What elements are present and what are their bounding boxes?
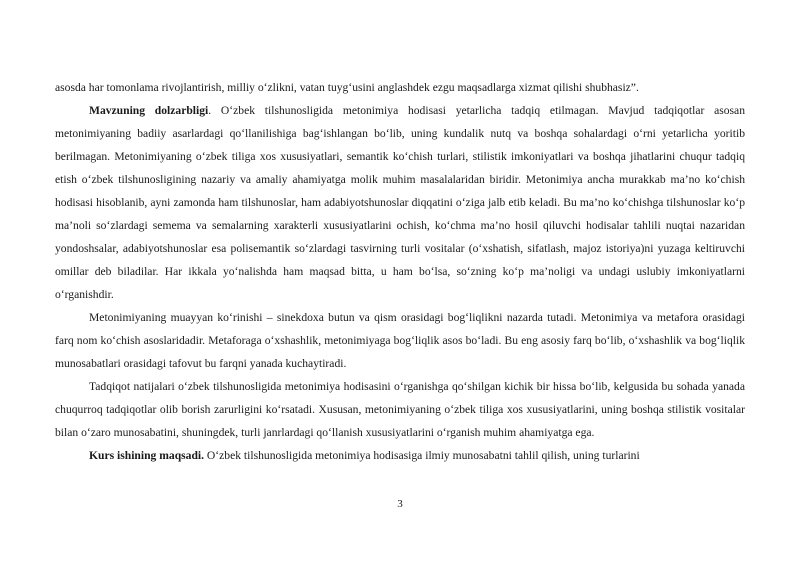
section-heading-goal: Kurs ishining maqsadi. <box>89 449 205 462</box>
section-heading-relevance: Mavzuning dolzarbligi <box>89 104 209 117</box>
paragraph-text: . O‘zbek tilshunosligida metonimiya hodisasi yetarlicha tadqiq etilmagan. Mavjud tadqiqotlar asosan metonimiyaning badiiy asarlardagi qo‘llanilishiga bag‘ishlangan bo‘lib, uning kundalik nutq va boshqa sohalardagi o‘rni yetarlicha yoritib berilmagan. Metonimiyaning o‘zbek tiliga xos xususiyatlari, semantik ko‘chish turlari, stilistik imkoniyatlari va boshqa jihatlarini chuqur tadqiq etish o‘zbek tilshunosligining nazariy va amaliy ahamiyatga molik muhim masalalaridan biridir. Metonimiya ancha murakkab ma’no ko‘chish hodisasi hisoblanib, ayni zamonda ham tilshunoslar, ham adabiyotshunoslar diqqatini o‘ziga jalb etib keladi. Bu ma’no ko‘chishga tilshunoslar ko‘p ma’noli so‘zlardagi semema va semalarning xarakterli xususiyatlarini ochish, ko‘chma ma’no hosil qiluvchi hodisalar tahlili nuqtai nazaridan yondoshsalar, adabiyotshunoslar esa polisemantik so‘zlardagi tasvirning turli vositalar (o‘xshatish, sifatlash, majoz istoriya)ni yuzaga keltiruvchi omillar deb biladilar. Har ikkala yo‘nalishda ham maqsad bitta, u ham bo‘lsa, so‘zning ko‘p ma’noligi va undagi uslubiy imkoniyatlarni o‘rganishdir. <box>55 104 745 301</box>
paragraph-text: O‘zbek tilshunosligida metonimiya hodisasiga ilmiy munosabatni tahlil qilish, uning turlarini <box>204 449 640 462</box>
page-number: 3 <box>397 498 403 510</box>
paragraph-relevance <box>55 99 745 306</box>
document-page <box>55 76 745 467</box>
paragraph-text: Metonimiyaning muayyan ko‘rinishi – sinekdoxa butun va qism orasidagi bog‘liqlikni nazarda tutadi. Metonimiya va metafora orasidagi farq nom ko‘chish asoslaridadir. Metaforaga o‘xshashlik, metonimiyaga bog‘liqlik asos bo‘ladi. Bu eng asosiy farq bo‘lib, o‘xshashlik va bog‘liqlik munosabatlari orasidagi tafovut bu farqni yanada kuchaytiradi. <box>55 311 745 370</box>
paragraph-text: Tadqiqot natijalari o‘zbek tilshunosligida metonimiya hodisasini o‘rganishga qo‘shilgan kichik bir hissa bo‘lib, kelgusida bu sohada yanada chuqurroq tadqiqotlar olib borish zarurligini ko‘rsatadi. Xususan, metonimiyaning o‘zbek tiliga xos xususiyatlarini, uning boshqa stilistik vositalar bilan o‘zaro munosabatini, shuningdek, turli janrlardagi qo‘llanish xususiyatlarini o‘rganish muhim ahamiyatga ega. <box>55 380 745 439</box>
paragraph-research-results <box>55 375 745 444</box>
paragraph-text: asosda har tomonlama rivojlantirish, milliy o‘zlikni, vatan tuyg‘usini anglashdek ezgu maqsadlarga xizmat qilishi shubhasiz”. <box>55 81 639 94</box>
paragraph-metonymy-types <box>55 306 745 375</box>
paragraph-course-goal <box>55 444 745 467</box>
paragraph-intro-continuation <box>55 76 745 99</box>
